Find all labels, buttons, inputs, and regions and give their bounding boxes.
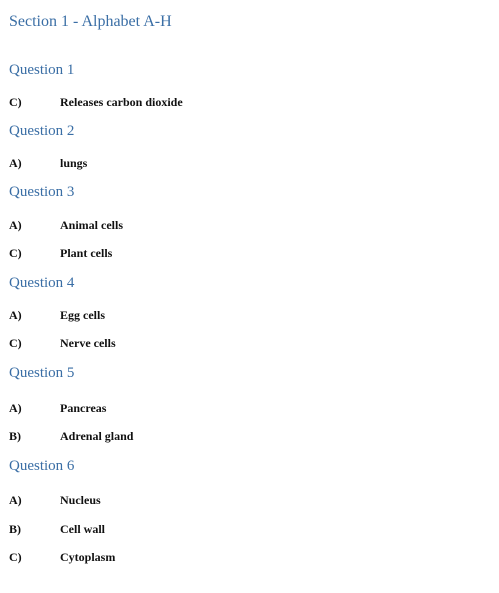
answer-text: Nucleus [60, 493, 101, 507]
answer-row [9, 521, 409, 537]
answer-letter: A) [9, 401, 22, 415]
answer-text: Egg cells [60, 308, 105, 322]
answer-letter: C) [9, 550, 22, 564]
answer-row [9, 155, 409, 171]
answer-letter: A) [9, 156, 22, 170]
answer-letter: A) [9, 218, 22, 232]
answer-text: Cytoplasm [60, 550, 116, 564]
question-heading: Question 4 [9, 275, 75, 291]
answer-row [9, 94, 409, 110]
answer-text: Animal cells [60, 218, 123, 232]
answer-letter: B) [9, 522, 21, 536]
answer-letter: A) [9, 308, 22, 322]
answer-text: Releases carbon dioxide [60, 95, 183, 109]
answer-row [9, 307, 409, 323]
answer-letter: A) [9, 493, 22, 507]
answer-letter: C) [9, 336, 22, 350]
answer-text: Nerve cells [60, 336, 116, 350]
section-title: Section 1 - Alphabet A-H [9, 13, 172, 30]
question-heading: Question 1 [9, 62, 75, 78]
answer-row [9, 217, 409, 233]
answer-letter: B) [9, 429, 21, 443]
answer-row [9, 492, 409, 508]
question-heading: Question 5 [9, 365, 75, 381]
question-heading: Question 6 [9, 458, 75, 474]
answer-text: Plant cells [60, 246, 113, 260]
answer-row [9, 400, 409, 416]
answer-text: lungs [60, 156, 88, 170]
question-heading: Question 2 [9, 123, 75, 139]
answer-text: Adrenal gland [60, 429, 134, 443]
answer-row [9, 245, 409, 261]
answer-row [9, 428, 409, 444]
answer-text: Pancreas [60, 401, 107, 415]
answer-row [9, 549, 409, 565]
answer-text: Cell wall [60, 522, 105, 536]
answer-row [9, 335, 409, 351]
answer-letter: C) [9, 95, 22, 109]
question-heading: Question 3 [9, 184, 75, 200]
answer-letter: C) [9, 246, 22, 260]
